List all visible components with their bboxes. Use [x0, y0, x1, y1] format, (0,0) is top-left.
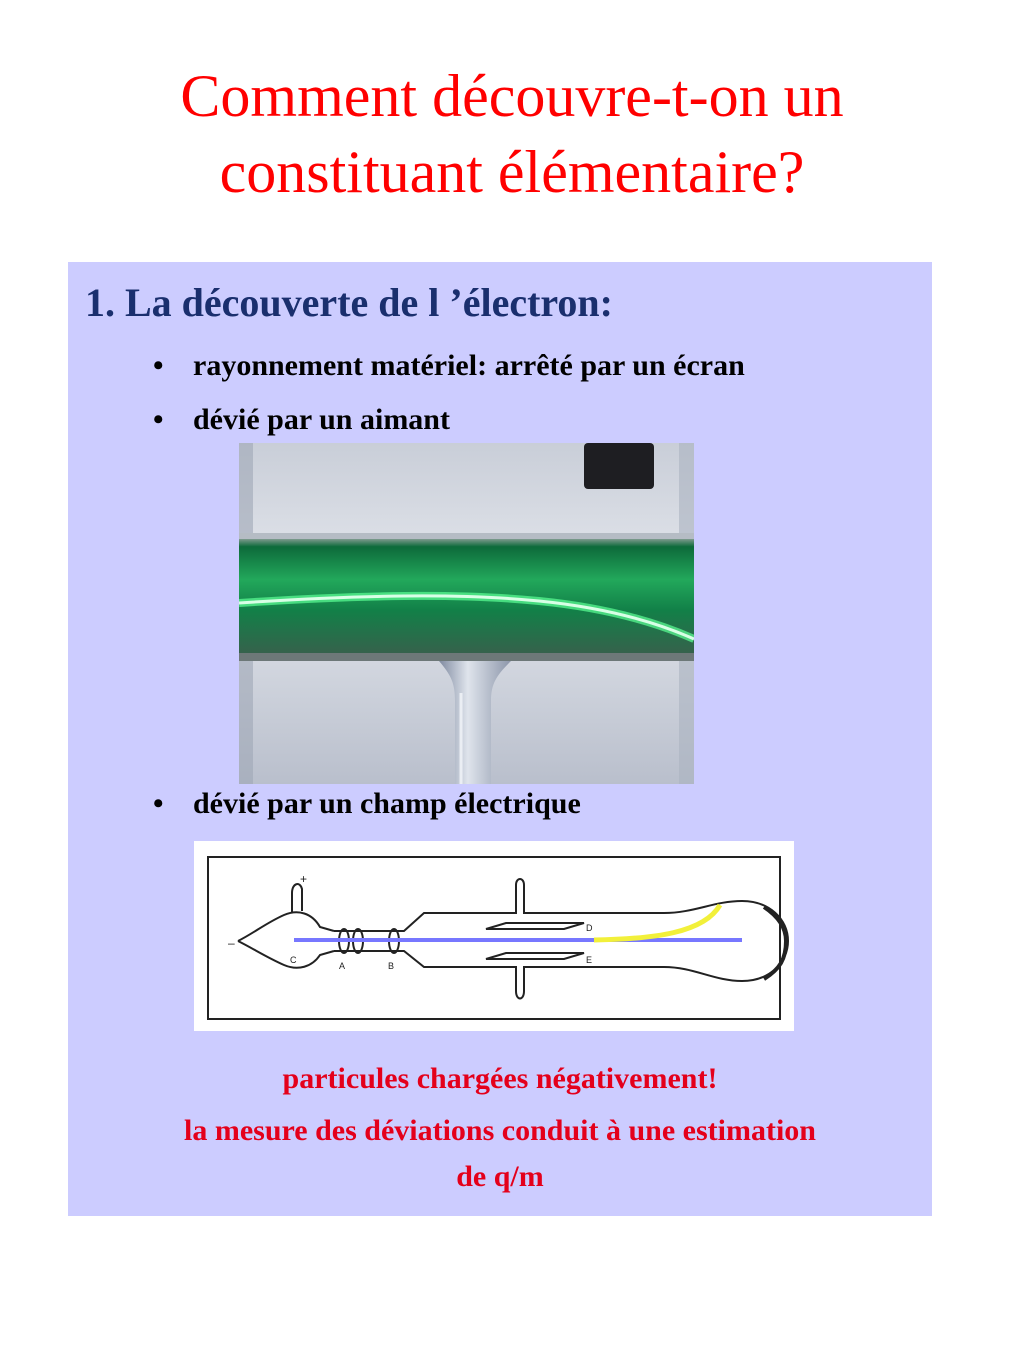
- thomson-tube-diagram: [194, 841, 794, 1031]
- slide-title: [0, 58, 1024, 210]
- bullet-text-3: dévié par un champ électrique: [193, 787, 581, 820]
- bullet-item-1: [153, 348, 745, 384]
- bullet-dot: •: [153, 403, 164, 436]
- section-heading: 1. La découverte de l ’électron:: [85, 280, 613, 325]
- plus-label: +: [300, 872, 308, 886]
- bullet-dot: •: [153, 349, 164, 382]
- bullet-text-2: dévié par un aimant: [193, 403, 450, 436]
- conclusion-line-2: la mesure des déviations conduit à une estimation: [184, 1114, 816, 1147]
- label-c: C: [290, 955, 297, 965]
- label-b: B: [388, 961, 395, 971]
- label-d: D: [586, 923, 593, 933]
- conclusion-line-1: particules chargées négativement!: [282, 1062, 718, 1095]
- content-panel: [68, 262, 932, 1216]
- bullet-dot: •: [153, 787, 164, 820]
- title-line-2: constituant élémentaire?: [219, 139, 805, 205]
- label-a: A: [339, 961, 346, 971]
- conclusion-line-3: de q/m: [456, 1160, 544, 1193]
- bullet-item-2: [153, 402, 450, 438]
- bullet-item-3: [153, 786, 581, 822]
- crt-magnet-photo: [239, 443, 694, 784]
- label-e: E: [586, 955, 593, 965]
- minus-label: –: [228, 936, 235, 950]
- bullet-text-1: rayonnement matériel: arrêté par un écran: [193, 349, 745, 382]
- title-line-1: Comment découvre-t-on un: [180, 63, 844, 129]
